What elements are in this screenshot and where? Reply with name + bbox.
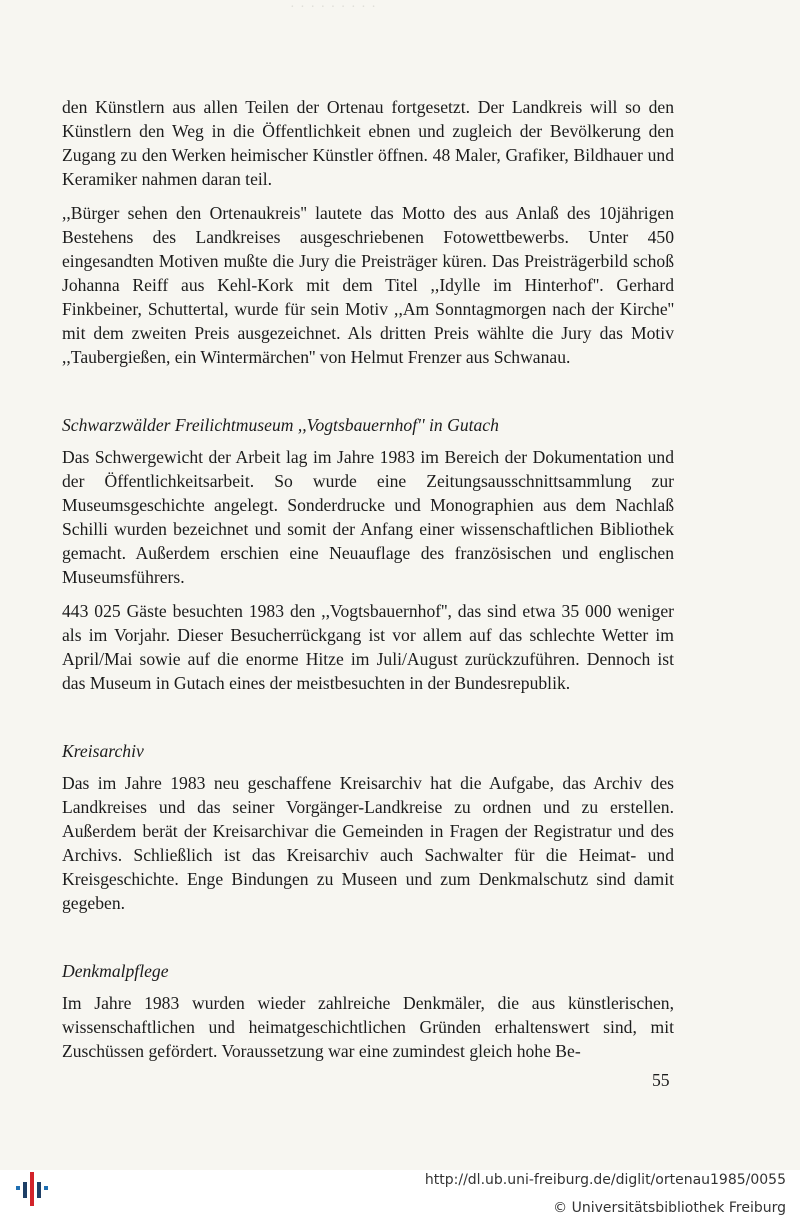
paragraph: 443 025 Gäste besuchten 1983 den ,,Vogtsbauernhof'', das sind etwa 35 000 weniger als im Vorjahr. Dieser Besucherrückgang ist vor allem auf das schlechte Wetter im April/Mai sowie auf die enorme Hitze im Juli/August zurückzuführen. Dennoch ist das Museum in Gutach eines der meistbesuchten in der Bundesrepublik. bbox=[62, 601, 674, 693]
viewer-footer bbox=[0, 1170, 800, 1226]
paragraph: Das im Jahre 1983 neu geschaffene Kreisarchiv hat die Aufgabe, das Archiv des Landkreises und das seiner Vorgänger-Landkreise zu ordnen und zu erstellen. Außerdem berät der Kreisarchivar die Gemeinden in Fragen der Registratur und des Archivs. Schließlich ist das Kreisarchiv auch Sachwalter für die Heimat- und Kreisgeschichte. Enge Bindungen zu Museen und zum Denkmalschutz sind damit gegeben. bbox=[62, 773, 674, 913]
paragraph: Im Jahre 1983 wurden wieder zahlreiche Denkmäler, die aus künstlerischen, wissenschaftlichen und heimatgeschichtlichen Gründen erhaltenswert sind, mit Zuschüssen gefördert. Voraussetzung war eine zumindest gleich hohe Be- bbox=[62, 993, 674, 1061]
paragraph: ,,Bürger sehen den Ortenaukreis'' lautete das Motto des aus Anlaß des 10jährigen Bestehens des Landkreises ausgeschriebenen Fotowettbewerbs. Unter 450 eingesandten Motiven mußte die Jury die Preisträger küren. Das Preisträgerbild schoß Johanna Reiff aus Kehl-Kork mit dem Titel ,,Idylle im Hinterhof''. Gerhard Finkbeiner, Schuttertal, wurde für sein Motiv ,,Am Sonntagmorgen nach der Kirche'' mit dem zweiten Preis ausgezeichnet. Als dritten Preis wählte die Jury das Motiv ,,Taubergießen, ein Wintermärchen'' von Helmut Frenzer aus Schwanau. bbox=[62, 203, 674, 367]
section-heading: Kreisarchiv bbox=[62, 741, 144, 761]
section-heading: Schwarzwälder Freilichtmuseum ,,Vogtsbauernhof'' in Gutach bbox=[62, 415, 499, 435]
paragraph: Das Schwergewicht der Arbeit lag im Jahre 1983 im Bereich der Dokumentation und der Öffentlichkeitsarbeit. So wurde eine Zeitungsausschnittsammlung zur Museumsgeschichte angelegt. Sonderdrucke und Monographien aus dem Nachlaß Schilli wurden bezeichnet und somit der Anfang einer wissenschaftlichen Bibliothek gemacht. Außerdem erschien eine Neuauflage des französischen und englischen Museumsführers. bbox=[62, 447, 674, 587]
paragraph: den Künstlern aus allen Teilen der Ortenau fortgesetzt. Der Landkreis will so den Künstlern den Weg in die Öffentlichkeit ebnen und zugleich der Bevölkerung den Zugang zu den Werken heimischer Künstler öffnen. 48 Maler, Grafiker, Bildhauer und Keramiker nahmen daran teil. bbox=[62, 97, 674, 189]
source-url-link[interactable]: http://dl.ub.uni-freiburg.de/diglit/ortenau1985/0055 bbox=[424, 1172, 786, 1188]
bleed-through-text: · · · · · · · · · bbox=[290, 0, 377, 15]
page-number: 55 bbox=[652, 1070, 670, 1090]
copyright-notice: © Universitätsbibliothek Freiburg bbox=[553, 1200, 786, 1216]
section-heading: Denkmalpflege bbox=[62, 961, 169, 981]
library-logo-icon bbox=[14, 1168, 50, 1208]
page-body bbox=[62, 95, 674, 1063]
